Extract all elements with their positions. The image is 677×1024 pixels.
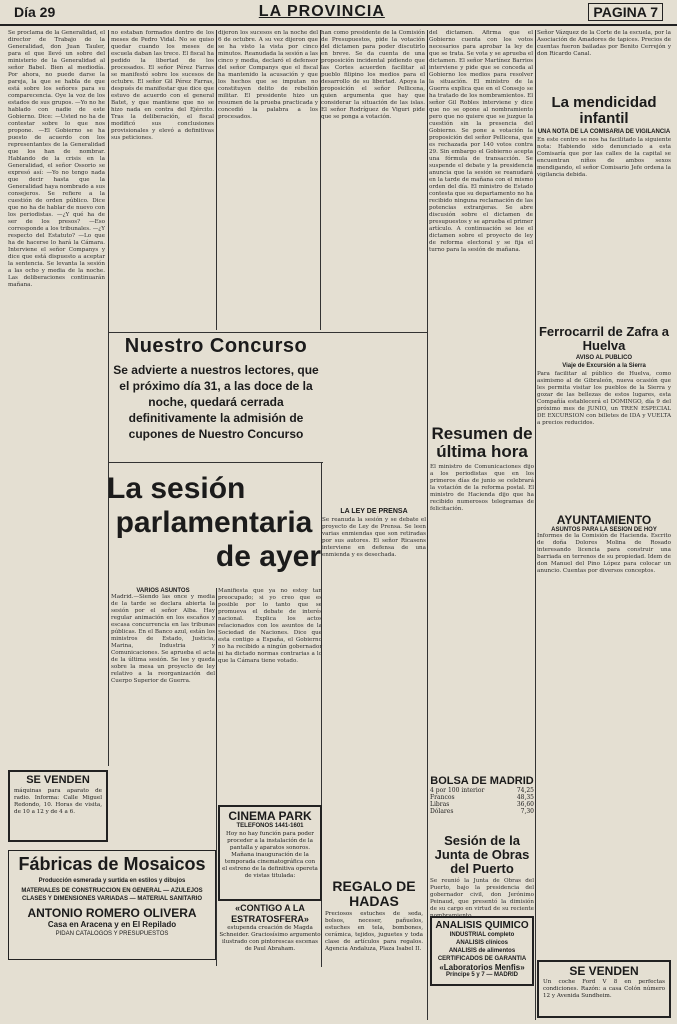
headline-line-3: de ayer [215,540,321,573]
ayuntamiento-text: Informes de la Comisión de Hacienda. Escrito de doña Dolores Molina de Rosado interesando licencia para construir una barriada en terrenos de su propiedad. Idem de don Manuel del Pino López para colocar un anuncio. Cuentas por diversos conceptos. [537,533,671,574]
concurso-title: Nuestro Concurso [124,335,308,357]
bolsa-label: Francos [430,794,455,801]
fabricas-owner: ANTONIO ROMERO OLIVERA [27,906,197,920]
se-venden-ad-left [8,770,108,842]
ley-prensa-text: Se reanuda la sesión y se debate el proyecto de Ley de Prensa. Se leen varias enmiendas que son retiradas por sus autores. El señor Ricasens interviene en defensa de una enmienda y es desechada. [322,517,426,558]
column-3-text: dijeron los sucesos en la noche del 6 de octubre. A su vez dijeron que se ha visto la vista por cinco minutos. Reanudada la sesión a las cinco y media, declaró el defensor del señor Companys que el fiscal ha mantenido la acusación y que los hechos que se imputan no constituyen delito de rebelión militar. El presidente hizo un resumen de la prueba practicada y concedió la palabra a los procesados. [218,30,318,120]
ferrocarril-text: Para facilitar al público de Huelva, como asimismo al de Gibraleón, nueva ocasión que les permita visitar los pueblos de la Sierra y gozar de las bellezas de estos lugares, esta Compañía establecerá el DOMINGO, día 9 del próximo mes de JUNIO, un TREN ESPECIAL DE EXCURSION con billetes de IDA y VUELTA a precios reducidos. [537,371,671,426]
column-5-text: del dictamen. Afirma que el Gobierno cuenta con los votos necesarios para aprobar la ley de que se trata. Se vota y se aprueba el dictamen. El señor Martínez Barrios interviene y pide que se conceda al Gobierno los medios para resolver la situación. El ministro de la Guerra explica que en el Consejo se ha tratado de los nombramientos. El señor Gil Robles interviene y dice que no se opone al nombramiento pero que no quiere que se juzgue la cuestión sin la presencia del Gobierno. Se pone a votación la proposición del señor Pellicena, que es rechazada por 140 votos contra 29. Sin embargo el Gobierno acepta una fórmula de transacción. Se suspende el debate y la presidencia anuncia que la sesión se reanudará en la tarde de mañana con el mismo orden del día. El ministro de Estado contesta que su departamento no ha recibido ninguna reclamación de las potencias extranjeras. Se abre discusión sobre el dictamen de presupuestos y se aprueba el primer artículo. A continuación se lee el dictamen sobre el proyecto de ley de reforma electoral y se fija el turno para la sesión de mañana. [429,30,533,253]
bolsa-value: 7,30 [520,808,534,815]
resumen-ultima-hora [430,425,534,764]
bolsa-madrid [430,775,534,815]
resumen-text: El ministro de Comunicaciones dijo a los periodistas que en los primeros días de junio se celebrará la votación de la reforma postal. El ministro de Hacienda dijo que ha recibido numerosos telegramas de felicitación. [430,464,534,512]
regalo-title: REGALO DE HADAS [332,878,416,909]
varios-asuntos-text: Madrid.—Siendo las once y media de la tarde se declara abierta la sesión por el señor Alba. Hay regular animación en los escaños y escasa concurrencia en las tribunas públicas. En el Banco azul, están los ministros de Estado, Justicia, Marina, Industria y Comunicaciones. Se aprueba el acta de la última sesión. Se lee y queda sobre la mesa un proyecto de ley relativo a la reorganización del Cuerpo Superior de Guerra. [111,594,215,684]
bolsa-label: Dólares [430,808,454,815]
bolsa-value: 48,35 [516,794,534,801]
ferrocarril-title: Ferrocarril de Zafra a Huelva [538,324,670,353]
cinema-park-ad [218,805,322,901]
ayuntamiento-title: AYUNTAMIENTO [556,513,652,527]
cinema-phone: TELEFONOS 1441-1601 [236,823,304,829]
junta-title: Sesión de la Junta de Obras del Puerto [434,833,530,876]
fabricas-materials: MATERIALES DE CONSTRUCCION EN GENERAL — AZULEJOS CLASES Y DIMENSIONES VARIADAS — MATERIAL SANITARIO [21,888,203,902]
se-venden-ad-right [537,960,671,1018]
analisis-lab: «Laboratorios Menfis» [439,963,525,972]
analisis-line-4: CERTIFICADOS DE GARANTIA [437,956,527,962]
contigo-film [218,903,322,963]
column-5-article [429,30,533,420]
ley-prensa-heading: LA LEY DE PRENSA [340,508,408,515]
mendicidad-article [537,95,671,327]
analisis-line-3: ANALISIS de alimentos [448,948,516,954]
resumen-title: Resumen de última hora [431,424,533,461]
column-rule [108,30,109,766]
regalo-text: Preciosos estuches de seda, bolsos, neceser, pañuelos, estuches en tela, bombones, cerámica, tejidos, juguetes y toda clase de artículos para regalos. Agencia Andaluza, Plaza Isabel II. [325,911,423,952]
analisis-quimico-ad [430,916,534,986]
fabricas-address: Casa en Aracena y en El Repilado [47,920,177,929]
analisis-title: ANALISIS QUIMICO [435,920,529,931]
sesion-headline [103,472,325,582]
se-venden-text: máquinas para aparato de radio. Informa: Calle Miguel Redondo, 10. Horas de visita, de 10 a 12 y de 4 a 6. [14,788,102,815]
bolsa-label: 4 por 100 interior [430,787,485,794]
varios-asuntos-heading: VARIOS ASUNTOS [136,588,190,594]
column-rule [427,30,428,1020]
bolsa-value: 36,60 [516,801,534,808]
column-6-top-text [537,30,671,90]
se-venden-title: SE VENDEN [569,964,639,978]
table-row [430,787,534,794]
ferrocarril-article [537,325,671,501]
concurso-notice [110,335,322,457]
column-1-article [8,30,105,762]
bolsa-title: BOLSA DE MADRID [430,775,534,787]
mendicidad-text: En este centro se nos ha facilitado la siguiente nota: Habiendo sido denunciado a esta Comisaría que por las calles de la capital se encuentran niños de ambos sexos mendigando, el señor Comisario Jefe ordena la vigilancia debida. [537,137,671,178]
column-1-text: Se proclama de la Generalidad, el director de Trabajo de la Generalidad, don Juan Tauler, para el que llevó un sobre del ministerio de la Generalidad al señor Babel. Bien al mediodía. Por ahora, no puede darse la pareja, la que se habla de que está sobre los señores para su comparecencia. Oye la voz de los estados de sus grupos. —Yo no he hablado con nadie de este Gobierno. Dice: —Usted no ha de contestar sobre lo que nos propone. —El Gobierno se ha puesto de acuerdo con los representantes de la Generalidad que los han de nombrar. Hablando de la crisis en la Generalidad, el señor Ossorio se expresó así: —Yo no tengo nada que decir hasta que la Generalidad haya nombrado a sus consejeros. Se refiere a la cuestión de orden público. Dice que no ha de hablar de nuevo con los periodistas. —¿Y qué ha de ser de los presos? —Eso corresponde a los tribunales. —¿Y respecto del Estatuto? —Lo que ha de hacerse lo hará la Cámara. Interviene el señor Companys y dice que está dispuesto a aceptar la sentencia. Se levanta la sesión a las ocho y media de la noche. Las deliberaciones continuarán mañana. [8,30,105,288]
ayuntamiento-article [537,513,671,953]
page-number: PAGINA 7 [588,3,663,21]
column-6-text: Señor Vázquez de la Corte de la escuela, por la Asociación de Amadores de tapices. Precios de cuentas fueron bailadas por Benito Cerrejón y don Ricardo Canal. [537,30,671,57]
headline-line-2: parlamentaria [115,506,313,539]
bolsa-table [430,787,534,815]
column-rule [535,30,536,1020]
column-2-article [111,30,214,330]
masthead: LA PROVINCIA [258,3,385,20]
se-venden-title: SE VENDEN [26,774,90,786]
issue-date: Día 29 [14,4,56,20]
column-4-article [321,30,425,500]
fabricas-subtitle: Producción esmerada y surtida en estilos y dibujos [38,878,186,884]
table-row [430,808,534,815]
contigo-title: «CONTIGO A LA ESTRATOSFERA» [231,903,309,924]
ferrocarril-subtitle: AVISO AL PUBLICO [575,355,633,361]
se-venden-text: Un coche Ford V 8 en perfectas condiciones. Razón: a casa Colón número 12 y Avenida Sundheim. [543,979,665,999]
headline-line-1: La sesión [107,472,246,505]
fabricas-title: Fábricas de Mosaicos [18,854,206,874]
ferrocarril-kicker: Viaje de Excursión a la Sierra [562,363,646,369]
section-rule [109,462,323,463]
mendicidad-kicker: UNA NOTA DE LA COMISARIA DE VIGILANCIA [537,129,671,135]
cinema-text: Hoy no hay función para poder proceder a la instalación de la pantalla y aparatos sonoros. Mañana inauguración de la temporada cinematográfica con el estreno de la definitiva opereta de vistas titulada: [222,831,318,879]
regalo-hadas-ad [323,877,425,967]
page-header [0,0,677,26]
analisis-line-1: INDUSTRIAL completo [449,932,515,938]
ley-prensa-article [322,508,426,872]
fabricas-mosaicos-ad [8,850,216,960]
column-rule [216,30,217,330]
varios-asuntos-article [111,588,215,794]
analisis-address: Príncipe 5 y 7 — MADRID [445,972,519,978]
junta-obras-puerto [430,833,534,919]
bolsa-value: 74,25 [516,787,534,794]
mendicidad-title: La mendicidad infantil [551,94,657,127]
fabricas-footer: PIDAN CATALOGOS Y PRESUPUESTOS [55,931,169,937]
concurso-body: Se advierte a nuestros lectores, que el próximo día 31, a las doce de la noche, quedará cerrada definitivamente la admisión de cupones de Nuestro Concurso [113,363,319,441]
ayuntamiento-kicker: ASUNTOS PARA LA SESION DE HOY [551,527,657,533]
gobierno-article: Manifiesta que ya no estoy tan preocupado; si yo creo que es posible por lo tanto que se promueva el debate de interés nacional. Explica los actos relacionados con los asuntos de la Sociedad de Naciones. Dice que esta contigo a España, el Gobierno no ha recibido a ningún gobernador ni ha dictado normas contrarias a lo que la Cámara tiene votado. [218,588,322,664]
bolsa-label: Libras [430,801,450,808]
table-row [430,794,534,801]
column-4-text: han como presidente de la Comisión de Presupuestos, pide la votación del dictamen para poder discutirlo en breve. Se da cuenta de una proposición incidental pidiendo que las Cortes acuerden facilitar al pueblo filipino los medios para el desarrollo de su libertad. Apoya la proposición el señor Pellicena, quien argumenta que hay que considerar la situación de las islas. El señor Rodríguez de Viguri pide que se ponga a votación. [321,30,425,120]
contigo-text: estupenda creación de Magda Schneider. Graciosísimo argumento ilustrado con pintorescas escenas de Paul Abraham. [219,925,321,952]
column-3-article [218,30,318,330]
table-row [430,801,534,808]
column-2-text: no estaban formados dentro de los meses de Pedro Vidal. No se quiso quedar cuando los meses de escuela daban las trece. El fiscal ha pedido la libertad de los procesados. El señor Pérez Farras se manifestó sobre los sucesos de octubre. El señor Gil Pérez Farras, después de manifestar que dice que estuvo de acuerdo con el general Batet, y que mantiene que no se hizo nada en contra del Ejército. Tras la deliberación, el fiscal modificó sus conclusiones provisionales y elevó a definitivas sus peticiones. [111,30,214,141]
column-rule [216,588,217,966]
cinema-title: CINEMA PARK [228,809,312,823]
analisis-line-2: ANALISIS clínicos [455,940,508,946]
junta-text: Se reunió la Junta de Obras del Puerto, bajo la presidencia del gobernador civil, don Jerónimo Peinaud, que presentó la dimisión de su cargo en virtud de su reciente nombramiento. [430,878,534,919]
